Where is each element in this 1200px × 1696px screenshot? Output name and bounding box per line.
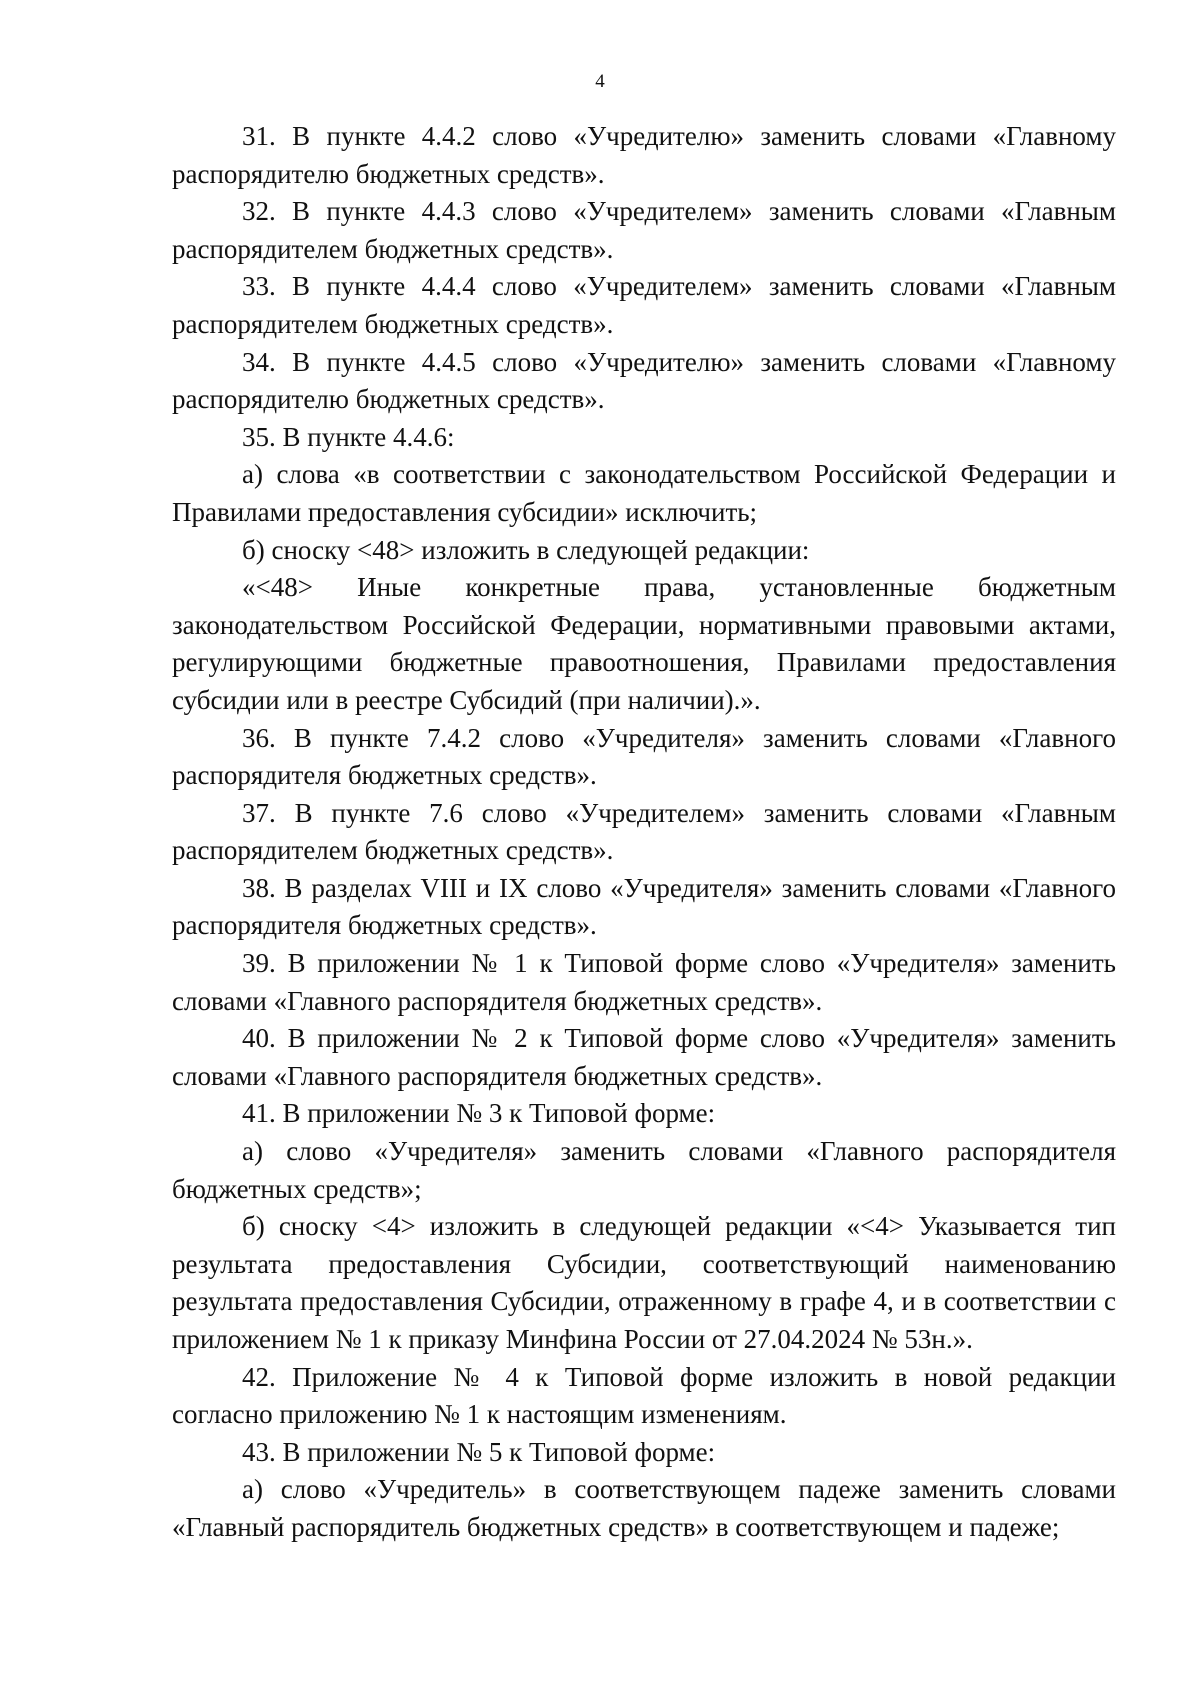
paragraph-39: 39. В приложении № 1 к Типовой форме слово «Учредителя» заменить словами «Главного распорядителя бюджетных средств». [172,948,1116,1016]
document-body [172,118,1116,1547]
paragraph-40: 40. В приложении № 2 к Типовой форме слово «Учредителя» заменить словами «Главного распорядителя бюджетных средств». [172,1023,1116,1091]
paragraph-42: 42. Приложение № 4 к Типовой форме изложить в новой редакции согласно приложению № 1 к настоящим изменениям. [172,1361,1116,1430]
footnote-48-text: «<48> Иные конкретные права, установленные бюджетным законодательством Российской Федерации, нормативными правовыми актами, регулирующими бюджетные правоотношения, Правилами предоставления субсидии или в реестре Субсидий (при наличии).». [172,572,1116,715]
paragraph-37: 37. В пункте 7.6 слово «Учредителем» заменить словами «Главным распорядителем бюджетных средств». [172,797,1116,866]
paragraph-35-a: а) слова «в соответствии с законодательством Российской Федерации и Правилами предоставления субсидии» исключить; [172,459,1116,527]
paragraph-43-a: а) слово «Учредитель» в соответствующем падеже заменить словами «Главный распорядитель бюджетных средств» в соответствующем и падеже; [172,1474,1116,1542]
paragraph-41-a: а) слово «Учредителя» заменить словами «Главного распорядителя бюджетных средств»; [172,1136,1116,1204]
paragraph-35-b: б) сноску <48> изложить в следующей редакции: [242,534,810,565]
paragraph-34: 34. В пункте 4.4.5 слово «Учредителю» заменить словами «Главному распорядителю бюджетных средств». [172,346,1116,415]
paragraph-36: 36. В пункте 7.4.2 слово «Учредителя» заменить словами «Главного распорядителя бюджетных средств». [172,722,1116,791]
paragraph-33: 33. В пункте 4.4.4 слово «Учредителем» заменить словами «Главным распорядителем бюджетных средств». [172,271,1116,339]
paragraph-41: 41. В приложении № 3 к Типовой форме: [242,1098,716,1129]
paragraph-32: 32. В пункте 4.4.3 слово «Учредителем» заменить словами «Главным распорядителем бюджетных средств». [172,196,1116,264]
page-number: 4 [595,71,605,92]
paragraph-31: 31. В пункте 4.4.2 слово «Учредителю» заменить словами «Главному распорядителю бюджетных средств». [172,121,1116,189]
paragraph-35: 35. В пункте 4.4.6: [242,421,455,452]
paragraph-41-b: б) сноску <4> изложить в следующей редакции «<4> Указывается тип результата предоставления Субсидии, соответствующий наименованию результата предоставления Субсидии, отраженному в графе 4, и в соответствии с приложением № 1 к приказу Минфина России от 27.04.2024 № 53н.». [172,1211,1116,1354]
paragraph-43: 43. В приложении № 5 к Типовой форме: [242,1436,716,1467]
paragraph-38: 38. В разделах VIII и IX слово «Учредителя» заменить словами «Главного распорядителя бюджетных средств». [172,872,1116,941]
